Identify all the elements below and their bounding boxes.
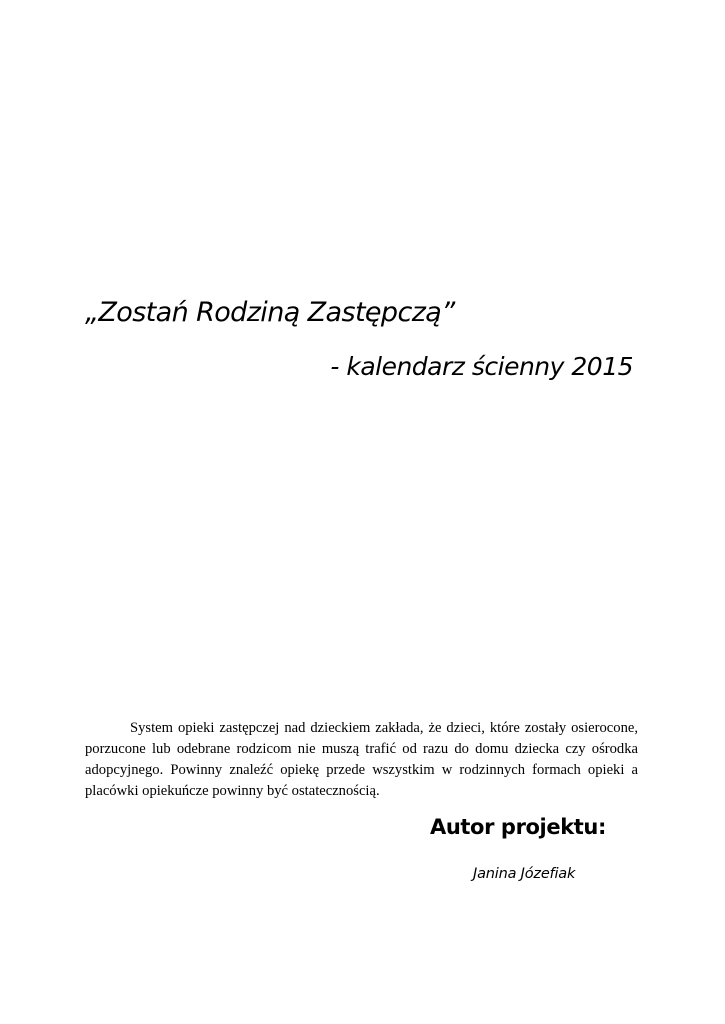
body-paragraph: System opieki zastępczej nad dzieckiem zakłada, że dzieci, które zostały osierocone, porzucone lub odebrane rodzicom nie muszą trafić od razu do domu dziecka czy ośrodka adopcyjnego. Powinny znaleźć opiekę przede wszystkim w rodzinnych formach opieki a placówki opiekuńcze powinny być ostatecznością.	[85, 720, 638, 799]
author-name: Janina Józefiak	[473, 866, 576, 882]
document-subtitle: - kalendarz ścienny 2015	[330, 352, 633, 381]
author-label: Autor projektu:	[430, 815, 606, 839]
document-title: „Zostań Rodziną Zastępczą”	[85, 297, 455, 328]
